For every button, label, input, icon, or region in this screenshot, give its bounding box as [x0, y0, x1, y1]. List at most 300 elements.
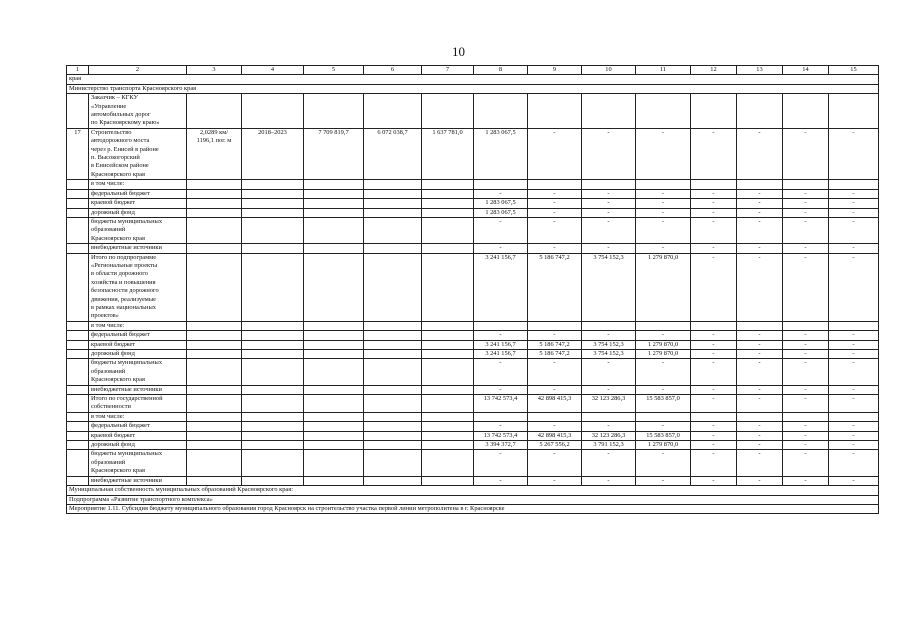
funding-value	[636, 412, 691, 421]
column-number: 14	[783, 66, 829, 75]
funding-source-label: краевой бюджет	[89, 199, 187, 208]
funding-source-label: федеральный бюджет	[89, 422, 187, 431]
funding-value	[636, 321, 691, 330]
funding-value: -	[636, 476, 691, 485]
funding-value: -	[783, 422, 829, 431]
table-cell	[67, 340, 89, 349]
funding-value: -	[528, 244, 582, 253]
funding-value: -	[737, 450, 783, 476]
column-number: 11	[636, 66, 691, 75]
column-number: 4	[242, 66, 304, 75]
table-cell	[187, 94, 242, 129]
funding-value: -	[737, 441, 783, 450]
funding-value: -	[474, 359, 528, 385]
funding-value	[737, 180, 783, 189]
funding-value: -	[474, 385, 528, 394]
subtotal-value: -	[783, 395, 829, 413]
funding-value: -	[636, 422, 691, 431]
funding-value: -	[528, 331, 582, 340]
funding-value: -	[691, 476, 737, 485]
table-cell	[242, 253, 304, 321]
table-cell	[67, 350, 89, 359]
funding-value: -	[636, 359, 691, 385]
table-cell	[364, 385, 422, 394]
table-cell	[187, 189, 242, 198]
table-cell	[187, 350, 242, 359]
funding-value: 1 283 067,5	[474, 208, 528, 217]
funding-value: -	[737, 350, 783, 359]
section-row	[67, 75, 879, 84]
column-number: 10	[582, 66, 636, 75]
funding-source-label: федеральный бюджет	[89, 189, 187, 198]
table-cell	[187, 412, 242, 421]
column-number: 7	[422, 66, 474, 75]
subtotal-subprogram-row	[67, 253, 879, 321]
funding-source-label: дорожный фонд	[89, 441, 187, 450]
funding-value: -	[737, 340, 783, 349]
table-cell	[67, 431, 89, 440]
table-cell	[187, 476, 242, 485]
table-cell	[528, 94, 582, 129]
table-cell	[187, 422, 242, 431]
funding-value: 15 583 857,0	[636, 431, 691, 440]
funding-value	[691, 321, 737, 330]
table-cell	[364, 359, 422, 385]
funding-value: -	[582, 385, 636, 394]
funding-value	[474, 180, 528, 189]
funding-row	[67, 340, 879, 349]
table-cell	[187, 395, 242, 413]
funding-value: 3 241 156,7	[474, 340, 528, 349]
funding-value	[829, 321, 879, 330]
table-cell	[422, 189, 474, 198]
table-cell	[242, 450, 304, 476]
table-cell	[67, 395, 89, 413]
table-cell	[422, 244, 474, 253]
funding-value: -	[829, 422, 879, 431]
table-cell	[187, 359, 242, 385]
funding-row	[67, 208, 879, 217]
table-cell	[242, 244, 304, 253]
table-cell	[242, 385, 304, 394]
funding-value: -	[829, 331, 879, 340]
funding-value: -	[474, 189, 528, 198]
funding-value: -	[582, 476, 636, 485]
funding-value: -	[737, 331, 783, 340]
column-number: 3	[187, 66, 242, 75]
funding-value: -	[691, 208, 737, 217]
funding-row	[67, 385, 879, 394]
funding-value: -	[829, 431, 879, 440]
table-cell	[582, 94, 636, 129]
funding-value: -	[528, 189, 582, 198]
page-number: 10	[452, 44, 465, 59]
subtotal-value: 3 754 152,3	[582, 253, 636, 321]
funding-value: -	[528, 199, 582, 208]
table-cell	[304, 476, 364, 485]
funding-value: -	[737, 476, 783, 485]
table-cell	[364, 340, 422, 349]
funding-value: -	[528, 422, 582, 431]
funding-value: -	[691, 441, 737, 450]
funding-row	[67, 321, 879, 330]
funding-value: -	[474, 450, 528, 476]
table-cell	[242, 441, 304, 450]
table-cell	[67, 476, 89, 485]
funding-value: -	[636, 189, 691, 198]
table-cell	[187, 253, 242, 321]
funding-value	[737, 412, 783, 421]
funding-value: -	[829, 350, 879, 359]
table-cell	[187, 385, 242, 394]
funding-row	[67, 476, 879, 485]
item-number: 17	[67, 128, 89, 179]
table-cell	[636, 94, 691, 129]
table-cell	[242, 199, 304, 208]
funding-value: 3 791 152,3	[582, 441, 636, 450]
funding-source-label: краевой бюджет	[89, 431, 187, 440]
item-name: Строительство автодорожного моста через р. Енисей в районе п. Высокогорский в Енисейском районе Красноярского края	[89, 128, 187, 179]
funding-value: -	[737, 208, 783, 217]
table-cell	[364, 441, 422, 450]
funding-source-label: краевой бюджет	[89, 340, 187, 349]
customer-row	[67, 94, 879, 129]
table-cell	[304, 180, 364, 189]
funding-value: -	[829, 359, 879, 385]
subtotal-value: -	[737, 395, 783, 413]
funding-value: -	[474, 331, 528, 340]
funding-value: -	[528, 359, 582, 385]
table-cell	[304, 189, 364, 198]
table-cell	[364, 253, 422, 321]
item-value: -	[636, 128, 691, 179]
table-cell	[474, 94, 528, 129]
table-cell	[304, 199, 364, 208]
funding-value: -	[783, 431, 829, 440]
funding-value: -	[829, 244, 879, 253]
funding-value: 3 754 152,3	[582, 340, 636, 349]
funding-value: -	[636, 199, 691, 208]
section-row	[67, 84, 879, 93]
item-value: -	[737, 128, 783, 179]
funding-value	[783, 412, 829, 421]
funding-value: 32 123 286,3	[582, 431, 636, 440]
subtotal-value: 1 279 870,0	[636, 253, 691, 321]
table-cell	[304, 359, 364, 385]
table-cell	[187, 199, 242, 208]
column-number: 6	[364, 66, 422, 75]
funding-value: -	[829, 208, 879, 217]
funding-value: -	[783, 441, 829, 450]
funding-value: -	[582, 199, 636, 208]
funding-value: -	[636, 244, 691, 253]
funding-value: -	[528, 450, 582, 476]
table-cell	[304, 385, 364, 394]
table-cell	[691, 94, 737, 129]
table-cell	[364, 321, 422, 330]
funding-value: 5 186 747,2	[528, 340, 582, 349]
table-cell	[67, 441, 89, 450]
funding-value: -	[783, 208, 829, 217]
table-cell	[67, 321, 89, 330]
funding-value: -	[582, 217, 636, 243]
funding-value: -	[691, 331, 737, 340]
funding-value: -	[691, 350, 737, 359]
funding-value: -	[636, 217, 691, 243]
table-cell	[242, 189, 304, 198]
column-number: 15	[829, 66, 879, 75]
funding-value	[582, 412, 636, 421]
table-cell	[422, 208, 474, 217]
table-cell	[67, 94, 89, 129]
header-row	[67, 66, 879, 75]
funding-value: -	[783, 199, 829, 208]
funding-value	[474, 321, 528, 330]
column-number: 2	[89, 66, 187, 75]
table-cell	[304, 450, 364, 476]
table-cell	[67, 217, 89, 243]
section-title: Министерство транспорта Красноярского края	[67, 84, 879, 93]
funding-value: -	[691, 244, 737, 253]
table-cell	[364, 412, 422, 421]
funding-value: -	[691, 189, 737, 198]
funding-value	[528, 321, 582, 330]
table-cell	[67, 422, 89, 431]
funding-value: -	[474, 422, 528, 431]
funding-value: -	[737, 359, 783, 385]
subtotal-label: Итого по подпрограмме «Региональные проекты в области дорожного хозяйства и повышения безопасности дорожного движения, реализуемые в рамках национальных проектов»	[89, 253, 187, 321]
funding-value: -	[582, 450, 636, 476]
table-cell	[364, 189, 422, 198]
subtotal-value: 15 583 857,0	[636, 395, 691, 413]
column-number: 8	[474, 66, 528, 75]
table-cell	[242, 340, 304, 349]
funding-value: -	[582, 208, 636, 217]
item-row	[67, 128, 879, 179]
table-cell	[67, 244, 89, 253]
section-title: Муниципальная собственность муниципальных образований Красноярского края:	[67, 486, 879, 495]
subtotal-value: -	[783, 253, 829, 321]
table-cell	[422, 450, 474, 476]
funding-source-label: федеральный бюджет	[89, 331, 187, 340]
funding-value: -	[691, 199, 737, 208]
table-cell	[242, 94, 304, 129]
funding-value: -	[691, 422, 737, 431]
funding-value: -	[691, 217, 737, 243]
funding-value: -	[691, 359, 737, 385]
funding-value: -	[829, 385, 879, 394]
table-cell	[242, 217, 304, 243]
table-cell	[422, 180, 474, 189]
table-cell	[422, 199, 474, 208]
funding-value: 5 186 747,2	[528, 350, 582, 359]
table-cell	[304, 94, 364, 129]
table-cell	[422, 385, 474, 394]
funding-value: -	[783, 476, 829, 485]
funding-value: -	[737, 385, 783, 394]
table-cell	[422, 253, 474, 321]
funding-value: -	[783, 217, 829, 243]
funding-value: 3 241 156,7	[474, 350, 528, 359]
table-cell	[783, 94, 829, 129]
funding-value	[783, 180, 829, 189]
funding-value: -	[636, 208, 691, 217]
column-number: 5	[304, 66, 364, 75]
subtotal-value: 3 241 156,7	[474, 253, 528, 321]
item-value: -	[783, 128, 829, 179]
section-title: края	[67, 75, 879, 84]
funding-value: -	[582, 244, 636, 253]
funding-value: 1 279 870,0	[636, 340, 691, 349]
section-title: Мероприятие 1.11. Субсидия бюджету муниципального образования город Красноярск на строительство участка первой линии метрополитена в г. Красноярске	[67, 504, 879, 513]
funding-source-label: внебюджетные источники	[89, 244, 187, 253]
table-cell	[304, 340, 364, 349]
funding-row	[67, 412, 879, 421]
funding-row	[67, 450, 879, 476]
funding-row	[67, 244, 879, 253]
table-cell	[67, 189, 89, 198]
table-cell	[364, 331, 422, 340]
column-number: 13	[737, 66, 783, 75]
table-cell	[242, 321, 304, 330]
table-cell	[364, 431, 422, 440]
table-cell	[829, 94, 879, 129]
table-cell	[304, 321, 364, 330]
table-cell	[422, 94, 474, 129]
funding-source-label: в том числе:	[89, 321, 187, 330]
subtotal-value: -	[691, 253, 737, 321]
table-cell	[422, 431, 474, 440]
table-cell	[187, 431, 242, 440]
funding-value: 42 898 415,3	[528, 431, 582, 440]
table-cell	[422, 217, 474, 243]
table-cell	[242, 476, 304, 485]
table-cell	[67, 359, 89, 385]
table-cell	[304, 422, 364, 431]
subtotal-value: 13 742 573,4	[474, 395, 528, 413]
funding-value: -	[636, 331, 691, 340]
funding-source-label: бюджеты муниципальных образований Красноярского края	[89, 217, 187, 243]
funding-value: -	[474, 217, 528, 243]
funding-row	[67, 331, 879, 340]
table-cell	[364, 180, 422, 189]
funding-value: 1 279 870,0	[636, 441, 691, 450]
funding-value: -	[691, 385, 737, 394]
table-cell	[242, 331, 304, 340]
funding-value: -	[829, 217, 879, 243]
table-cell	[422, 422, 474, 431]
funding-value: -	[783, 244, 829, 253]
section-row	[67, 495, 879, 504]
table-cell	[242, 350, 304, 359]
table-cell	[364, 476, 422, 485]
funding-source-label: дорожный фонд	[89, 350, 187, 359]
table-cell	[422, 441, 474, 450]
funding-row	[67, 359, 879, 385]
table-cell	[422, 395, 474, 413]
table-cell	[67, 253, 89, 321]
section-title: Подпрограмма «Развитие транспортного комплекса»	[67, 495, 879, 504]
table-cell	[187, 244, 242, 253]
funding-value: 3 754 152,3	[582, 350, 636, 359]
funding-source-label: в том числе:	[89, 412, 187, 421]
table-cell	[67, 199, 89, 208]
funding-source-label: бюджеты муниципальных образований Красноярского края	[89, 359, 187, 385]
funding-value: -	[474, 244, 528, 253]
table-cell	[67, 208, 89, 217]
table-cell	[364, 94, 422, 129]
table-cell	[67, 385, 89, 394]
table-cell	[304, 244, 364, 253]
funding-value: -	[783, 350, 829, 359]
table-cell	[67, 450, 89, 476]
funding-row	[67, 199, 879, 208]
subtotal-value: 42 898 415,3	[528, 395, 582, 413]
funding-value: 3 394 372,7	[474, 441, 528, 450]
column-number: 12	[691, 66, 737, 75]
subtotal-value: -	[829, 395, 879, 413]
funding-source-label: в том числе:	[89, 180, 187, 189]
table-cell	[364, 350, 422, 359]
table-cell	[304, 395, 364, 413]
table-cell	[187, 331, 242, 340]
funding-value: -	[528, 208, 582, 217]
table-cell	[67, 180, 89, 189]
table-cell	[187, 441, 242, 450]
funding-value: 1 279 870,0	[636, 350, 691, 359]
item-value: 2018–2023	[242, 128, 304, 179]
subtotal-label: Итого по государственной собственности	[89, 395, 187, 413]
funding-value: -	[528, 476, 582, 485]
table-cell	[67, 331, 89, 340]
table-cell	[304, 412, 364, 421]
table-cell	[422, 331, 474, 340]
funding-value: -	[691, 340, 737, 349]
funding-value	[582, 321, 636, 330]
funding-row	[67, 431, 879, 440]
funding-value: -	[737, 189, 783, 198]
funding-value: -	[737, 431, 783, 440]
table-cell	[242, 208, 304, 217]
funding-value: -	[783, 359, 829, 385]
table-cell	[242, 431, 304, 440]
funding-value: -	[636, 450, 691, 476]
table-cell	[364, 217, 422, 243]
funding-source-label: дорожный фонд	[89, 208, 187, 217]
table-cell	[304, 331, 364, 340]
item-value: 2,0289 км/ 1196,1 пог. м	[187, 128, 242, 179]
funding-value: -	[829, 189, 879, 198]
funding-row	[67, 441, 879, 450]
funding-value: -	[636, 385, 691, 394]
item-value: 1 637 781,0	[422, 128, 474, 179]
table-cell	[187, 208, 242, 217]
funding-row	[67, 217, 879, 243]
funding-value: -	[474, 476, 528, 485]
funding-value	[691, 412, 737, 421]
funding-value: -	[737, 244, 783, 253]
funding-value: -	[582, 359, 636, 385]
funding-row	[67, 422, 879, 431]
funding-value: 1 283 067,5	[474, 199, 528, 208]
funding-value: -	[829, 441, 879, 450]
item-value: -	[691, 128, 737, 179]
table-cell	[304, 253, 364, 321]
table-cell	[242, 395, 304, 413]
table-cell	[364, 395, 422, 413]
table-cell	[364, 450, 422, 476]
funding-value: -	[783, 385, 829, 394]
